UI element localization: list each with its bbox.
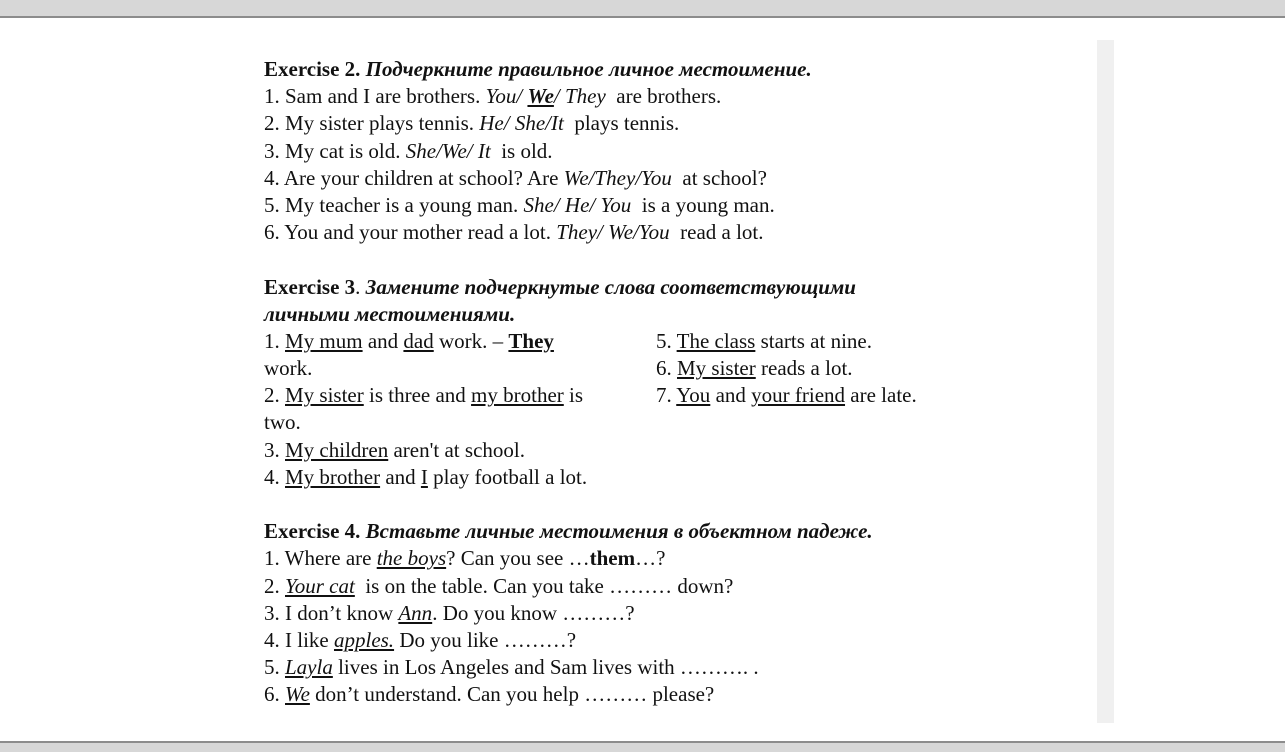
ex4-item-1-answer: them [589, 546, 636, 571]
ex3-item-1-cont: work. [264, 356, 313, 381]
exercise-3-right-column [656, 328, 1056, 491]
ex4-item-5: 5. Layla lives in Los Angeles and Sam lives with ………. . [264, 655, 759, 680]
section-gap [264, 246, 1064, 273]
exercise-2-label: Exercise 2. [264, 57, 361, 81]
exercise-3-task: Замените подчеркнутые слова соответствующими [365, 274, 856, 299]
ex4-item-4: 4. I like apples. Do you like ………? [264, 627, 577, 652]
exercise-3-label: Exercise 3 [264, 274, 356, 299]
ex2-item-5: 5. My teacher is a young man. She/ He/ You is a young man. [264, 192, 775, 217]
ex3-item-7: 7. You and your friend are late. [656, 383, 917, 408]
ex3-item-5: 5. The class starts at nine. [656, 328, 872, 353]
ex3-item-6: 6. My sister reads a lot. [656, 356, 853, 381]
viewer-top-bar [0, 0, 1285, 18]
exercise-3-columns [264, 328, 1064, 491]
exercise-4-heading [264, 518, 1064, 545]
exercise-2-task: Подчеркните правильное личное местоимение. [365, 57, 812, 81]
ex4-item-2: 2. Your cat is on the table. Can you take ……… down? [264, 573, 734, 598]
ex3-item-4: 4. My brother and I play football a lot. [264, 464, 588, 489]
viewer-bottom-bar [0, 741, 1285, 752]
exercise-3-heading-cont: личными местоимениями. [264, 301, 516, 326]
page-scroll-strip[interactable] [1097, 40, 1114, 723]
exercise-3-left-column [264, 328, 656, 491]
exercise-3-heading: Exercise 3. Замените подчеркнутые слова соответствующими [264, 274, 856, 299]
ex3-item-1: 1. My mum and dad work. – They [264, 328, 554, 353]
ex3-item-1-answer: They [508, 328, 554, 353]
ex2-item-2: 2. My sister plays tennis. He/ She/It plays tennis. [264, 111, 680, 136]
exercise-4-task: Вставьте личные местоимения в объектном падеже. [365, 519, 873, 544]
worksheet-page [264, 56, 1064, 709]
section-gap [264, 491, 1064, 518]
ex3-item-2: 2. My sister is three and my brother is [264, 383, 584, 408]
ex2-item-3: 3. My cat is old. She/We/ It is old. [264, 138, 553, 163]
ex4-item-1: 1. Where are the boys? Can you see …them…? [264, 546, 666, 571]
exercise-2-heading [264, 56, 1064, 83]
ex2-item-4: 4. Are your children at school? Are We/They/You at school? [264, 165, 767, 190]
ex2-item-1-underlined-answer: We [527, 84, 554, 109]
ex2-item-6: 6. You and your mother read a lot. They/ We/You read a lot. [264, 220, 764, 245]
ex3-item-2-cont: two. [264, 410, 301, 435]
ex4-item-3: 3. I don’t know Ann. Do you know ………? [264, 600, 635, 625]
ex3-item-3: 3. My children aren't at school. [264, 437, 525, 462]
ex2-item-1: 1. Sam and I are brothers. You/ We/ They are brothers. [264, 84, 722, 109]
ex4-item-6: 6. We don’t understand. Can you help ……… please? [264, 682, 715, 707]
exercise-4-label: Exercise 4. [264, 519, 361, 544]
